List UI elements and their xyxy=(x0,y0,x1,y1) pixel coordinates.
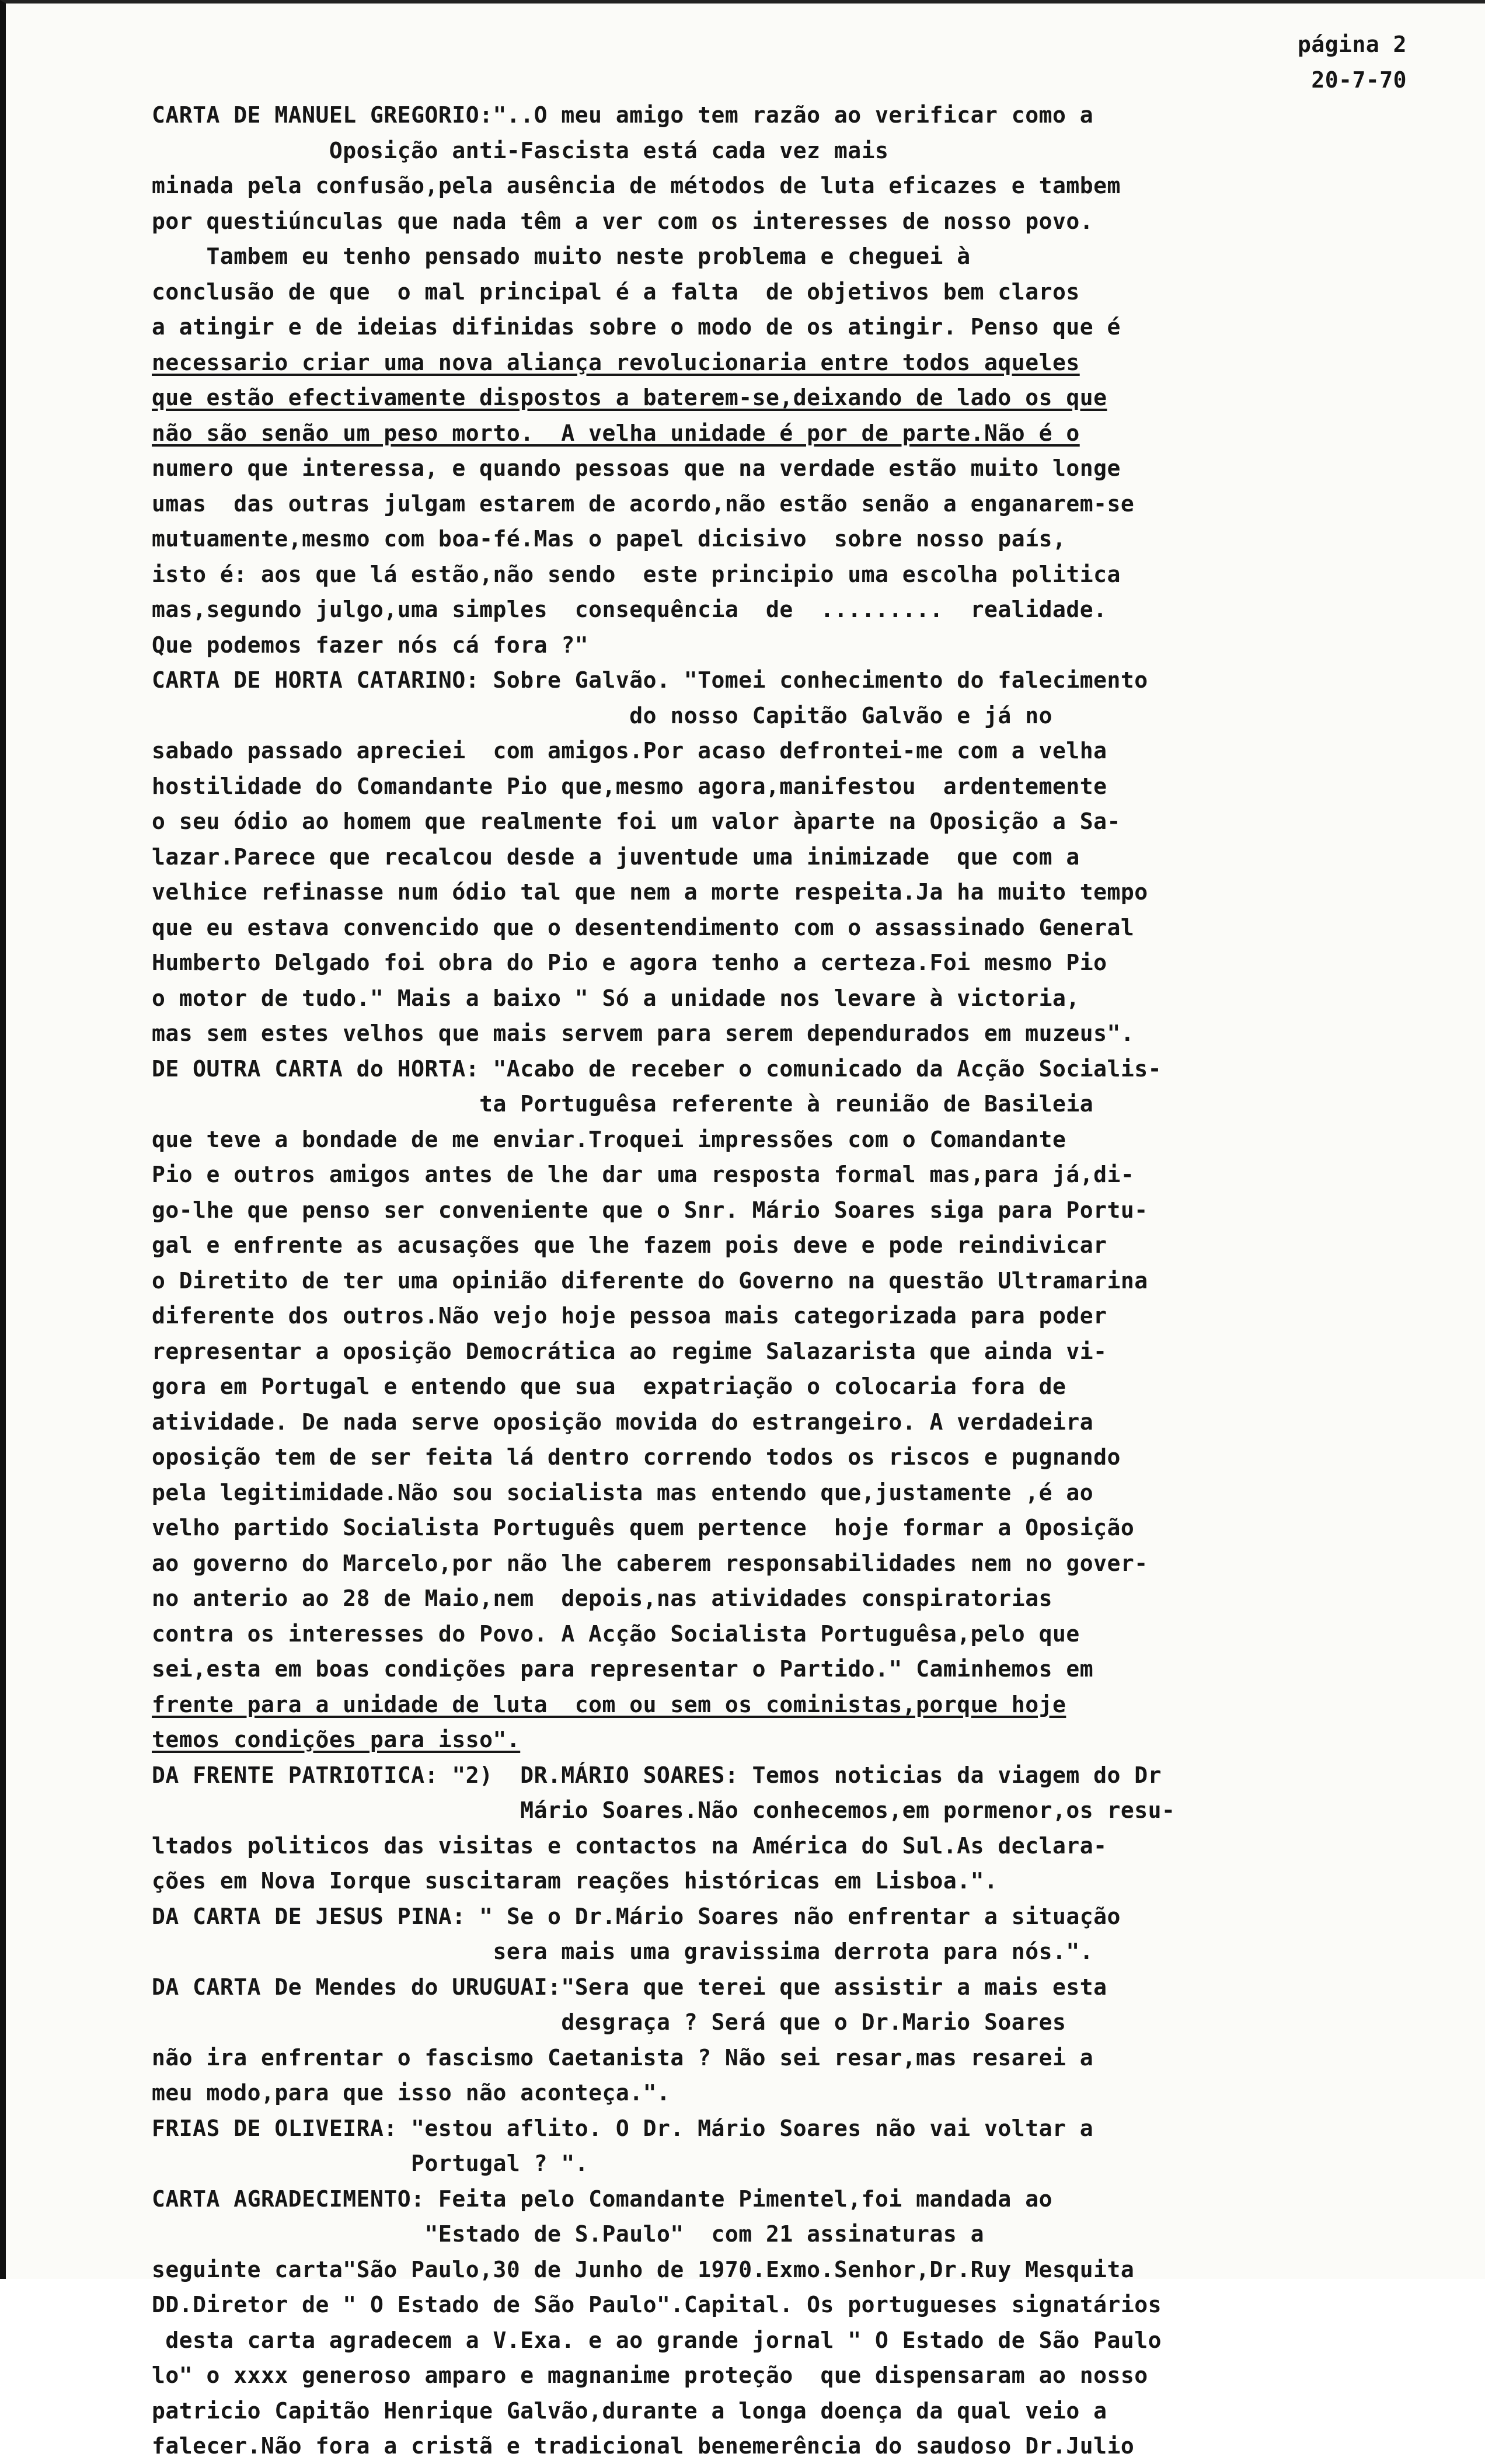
text-line: CARTA DE HORTA CATARINO: Sobre Galvão. "Tomei conhecimento do falecimento xyxy=(152,667,1148,693)
text-line: desta carta agradecem a V.Exa. e ao grande jornal " O Estado de São Paulo xyxy=(152,2327,1162,2353)
text-line: FRIAS DE OLIVEIRA: "estou aflito. O Dr. Mário Soares não vai voltar a xyxy=(152,2115,1094,2141)
text-line: diferente dos outros.Não vejo hoje pessoa mais categorizada para poder xyxy=(152,1303,1107,1329)
text-line: que eu estava convencido que o desentendimento com o assassinado General xyxy=(152,914,1135,940)
text-line: contra os interesses do Povo. A Acção Socialista Portuguêsa,pelo que xyxy=(152,1620,1080,1647)
underlined-text-line: que estão efectivamente dispostos a baterem-se,deixando de lado os que xyxy=(152,385,1107,410)
text-line: no anterio ao 28 de Maio,nem depois,nas atividades conspiratorias xyxy=(152,1585,1052,1611)
text-line: DD.Diretor de " O Estado de São Paulo".Capital. Os portugueses signatários xyxy=(152,2292,1162,2317)
underlined-text-line: temos condições para isso". xyxy=(152,1727,521,1752)
text-line: sabado passado apreciei com amigos.Por acaso defrontei-me com a velha xyxy=(152,738,1107,764)
text-line: o seu ódio ao homem que realmente foi um valor àparte na Oposição a Sa- xyxy=(152,808,1121,834)
text-line: que teve a bondade de me enviar.Troquei impressões com o Comandante xyxy=(152,1126,1066,1152)
text-line: conclusão de que o mal principal é a falta de objetivos bem claros xyxy=(152,278,1080,305)
text-line: não ira enfrentar o fascismo Caetanista ? Não sei resar,mas resarei a xyxy=(152,2044,1094,2071)
text-line: Que podemos fazer nós cá fora ?" xyxy=(152,632,589,658)
text-line: Humberto Delgado foi obra do Pio e agora tenho a certeza.Foi mesmo Pio xyxy=(152,950,1107,975)
text-line: DA CARTA De Mendes do URUGUAI:"Sera que terei que assistir a mais esta xyxy=(152,1974,1107,2000)
text-line: o Diretito de ter uma opinião diferente do Governo na questão Ultramarina xyxy=(152,1267,1148,1294)
text-line: desgraça ? Será que o Dr.Mario Soares xyxy=(152,2009,1066,2035)
text-line: sera mais uma gravissima derrota para nós.". xyxy=(152,1939,1094,1964)
text-line: ao governo do Marcelo,por não lhe caberem responsabilidades nem no gover- xyxy=(152,1550,1148,1576)
text-line: do nosso Capitão Galvão e já no xyxy=(152,702,1052,729)
text-line: falecer.Não fora a cristã e tradicional benemerência do saudoso Dr.Julio xyxy=(152,2433,1135,2459)
text-line: minada pela confusão,pela ausência de métodos de luta eficazes e tambem xyxy=(152,173,1121,198)
text-line: isto é: aos que lá estão,não sendo este principio uma escolha politica xyxy=(152,561,1121,587)
text-line: DA CARTA DE JESUS PINA: " Se o Dr.Mário Soares não enfrentar a situação xyxy=(152,1903,1121,1929)
text-line: seguinte carta"São Paulo,30 de Junho de 1970.Exmo.Senhor,Dr.Ruy Mesquita xyxy=(152,2256,1135,2282)
text-line: DE OUTRA CARTA do HORTA: "Acabo de receber o comunicado da Acção Socialis- xyxy=(152,1055,1162,1082)
text-line: ltados politicos das visitas e contactos na América do Sul.As declara- xyxy=(152,1832,1107,1859)
underlined-text-line: não são senão um peso morto. A velha unidade é por de parte.Não é o xyxy=(152,420,1080,446)
underlined-text-line: necessario criar uma nova aliança revolucionaria entre todos aqueles xyxy=(152,349,1080,375)
text-line: CARTA AGRADECIMENTO: Feita pelo Comandante Pimentel,foi mandada ao xyxy=(152,2186,1052,2212)
text-line: oposição tem de ser feita lá dentro correndo todos os riscos e pugnando xyxy=(152,1444,1121,1470)
text-line: numero que interessa, e quando pessoas que na verdade estão muito longe xyxy=(152,455,1121,481)
text-line: gal e enfrente as acusações que lhe fazem pois deve e pode reindivicar xyxy=(152,1232,1107,1258)
text-line: Tambem eu tenho pensado muito neste problema e cheguei à xyxy=(152,243,971,269)
text-line: umas das outras julgam estarem de acordo,não estão senão a enganarem-se xyxy=(152,490,1135,517)
text-line: mas,segundo julgo,uma simples consequência de ......... realidade. xyxy=(152,597,1107,622)
text-line: Oposição anti-Fascista está cada vez mais xyxy=(152,137,889,163)
text-line: gora em Portugal e entendo que sua expatriação o colocaria fora de xyxy=(152,1374,1066,1399)
page-number: página 2 xyxy=(1297,32,1407,57)
underlined-text-line: frente para a unidade de luta com ou sem os coministas,porque hoje xyxy=(152,1691,1066,1717)
text-line: por questiúnculas que nada têm a ver com os interesses de nosso povo. xyxy=(152,208,1094,234)
text-line: lazar.Parece que recalcou desde a juventude uma inimizade que com a xyxy=(152,844,1080,870)
text-line: pela legitimidade.Não sou socialista mas entendo que,justamente ,é ao xyxy=(152,1479,1094,1505)
text-line: o motor de tudo." Mais a baixo " Só a unidade nos levare à victoria, xyxy=(152,985,1080,1011)
text-line: velhice refinasse num ódio tal que nem a morte respeita.Ja ha muito tempo xyxy=(152,879,1148,905)
text-line: ta Portuguêsa referente à reunião de Basileia xyxy=(152,1091,1094,1117)
text-line: a atingir e de ideias difinidas sobre o modo de os atingir. Penso que é xyxy=(152,314,1121,340)
text-line: meu modo,para que isso não aconteça.". xyxy=(152,2080,671,2106)
text-line: ções em Nova Iorque suscitaram reações históricas em Lisboa.". xyxy=(152,1868,998,1894)
document-date: 20-7-70 xyxy=(1311,67,1407,93)
text-line: Mário Soares.Não conhecemos,em pormenor,os resu- xyxy=(152,1797,1176,1823)
text-line: sei,esta em boas condições para representar o Partido." Caminhemos em xyxy=(152,1656,1094,1682)
text-line: velho partido Socialista Português quem pertence hoje formar a Oposição xyxy=(152,1515,1135,1541)
text-line: CARTA DE MANUEL GREGORIO:"..O meu amigo tem razão ao verificar como a xyxy=(152,102,1094,128)
text-line: mutuamente,mesmo com boa-fé.Mas o papel dicisivo sobre nosso país, xyxy=(152,526,1066,552)
typewritten-text xyxy=(152,27,1453,2464)
text-line: Portugal ? ". xyxy=(152,2151,589,2176)
text-line: "Estado de S.Paulo" com 21 assinaturas a xyxy=(152,2221,985,2247)
text-line: go-lhe que penso ser conveniente que o Snr. Mário Soares siga para Portu- xyxy=(152,1197,1148,1223)
text-line: DA FRENTE PATRIOTICA: "2) DR.MÁRIO SOARES: Temos noticias da viagem do Dr xyxy=(152,1762,1162,1788)
text-line: mas sem estes velhos que mais servem para serem dependurados em muzeus". xyxy=(152,1020,1135,1046)
text-line: patricio Capitão Henrique Galvão,durante a longa doença da qual veio a xyxy=(152,2397,1107,2424)
text-line: representar a oposição Democrática ao regime Salazarista que ainda vi- xyxy=(152,1338,1107,1364)
text-line: atividade. De nada serve oposição movida do estrangeiro. A verdadeira xyxy=(152,1409,1094,1435)
text-line: lo" o xxxx generoso amparo e magnanime proteção que dispensaram ao nosso xyxy=(152,2362,1148,2388)
text-line: Pio e outros amigos antes de lhe dar uma resposta formal mas,para já,di- xyxy=(152,1162,1135,1187)
text-line: hostilidade do Comandante Pio que,mesmo agora,manifestou ardentemente xyxy=(152,773,1107,799)
